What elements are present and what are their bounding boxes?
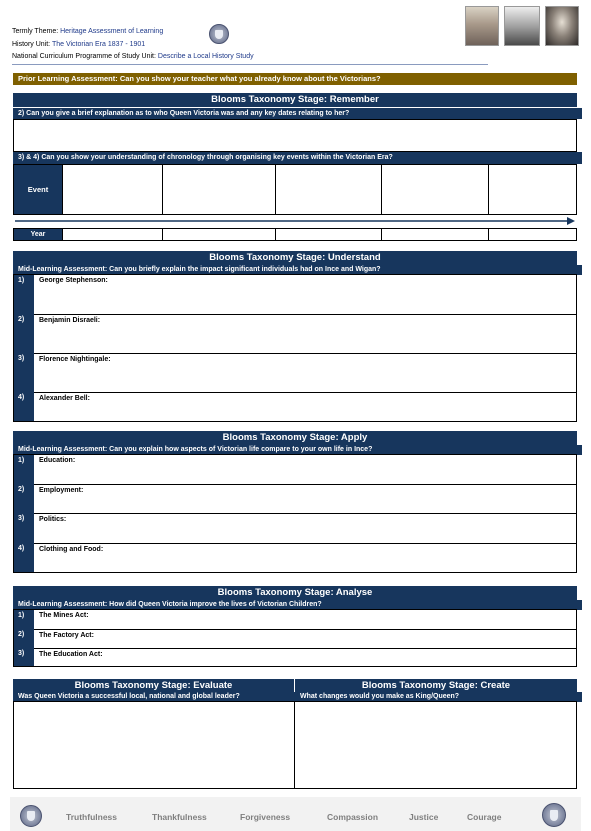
year-cell-1[interactable] bbox=[62, 229, 162, 240]
create-stage-header: Blooms Taxonomy Stage: Create bbox=[295, 679, 577, 693]
understand-row-2[interactable]: Benjamin Disraeli: bbox=[34, 314, 576, 353]
apply-question: Mid-Learning Assessment: Can you explain how aspects of Victorian life compare to your own life in Ince? bbox=[13, 445, 582, 455]
understand-row-1[interactable]: 1) George Stephenson: bbox=[18, 277, 108, 284]
school-crest-icon bbox=[209, 24, 229, 44]
year-cell-5[interactable] bbox=[488, 229, 576, 240]
timeline-event-row bbox=[13, 164, 577, 215]
event-cell-4[interactable] bbox=[381, 165, 488, 214]
understand-row-4[interactable]: Alexander Bell: bbox=[34, 392, 576, 421]
footer-crest-left-icon bbox=[20, 805, 42, 827]
apply-row-3[interactable]: Politics: bbox=[34, 513, 576, 543]
apply-table: Education: 1) Employment: 2) Politics: 3) Clothing and Food: 4) bbox=[13, 454, 577, 573]
queen-victoria-photo bbox=[545, 6, 579, 46]
remember-question-2: 2) Can you give a brief explanation as to who Queen Victoria was and any key dates relating to her? bbox=[13, 108, 582, 119]
apply-stage-header: Blooms Taxonomy Stage: Apply bbox=[13, 431, 577, 445]
apply-row-2[interactable]: Employment: bbox=[34, 484, 576, 513]
year-cell-3[interactable] bbox=[275, 229, 381, 240]
understand-question: Mid-Learning Assessment: Can you briefly explain the impact significant individuals had on Ince and Wigan? bbox=[13, 265, 582, 275]
value-forgiveness: Forgiveness bbox=[240, 812, 291, 822]
event-cell-3[interactable] bbox=[275, 165, 381, 214]
timeline-arrow bbox=[13, 214, 577, 228]
prior-learning-bar: Prior Learning Assessment: Can you show your teacher what you already know about the Victorians? bbox=[13, 73, 577, 85]
understand-table: 1) George Stephenson: Benjamin Disraeli: 2) Florence Nightingale: 3) Alexander Bell: 4) bbox=[13, 274, 577, 422]
curriculum-unit: National Curriculum Programme of Study Unit: Describe a Local History Study bbox=[12, 53, 254, 60]
year-label-cell: Year bbox=[14, 229, 62, 240]
history-unit: History Unit: The Victorian Era 1837 - 1901 bbox=[12, 41, 146, 48]
evaluate-stage-header: Blooms Taxonomy Stage: Evaluate bbox=[13, 679, 294, 693]
header-rule bbox=[12, 64, 488, 65]
timeline-year-row bbox=[13, 228, 577, 241]
event-label-cell: Event bbox=[14, 165, 62, 214]
event-cell-1[interactable] bbox=[62, 165, 162, 214]
understand-stage-header: Blooms Taxonomy Stage: Understand bbox=[13, 251, 577, 265]
create-question: What changes would you make as King/Queen? bbox=[295, 692, 582, 702]
analyse-row-1[interactable]: The Mines Act: bbox=[39, 612, 89, 619]
event-cell-2[interactable] bbox=[162, 165, 275, 214]
analyse-row-3[interactable]: The Education Act: bbox=[34, 648, 576, 666]
value-truthfulness: Truthfulness bbox=[66, 812, 118, 822]
event-cell-5[interactable] bbox=[488, 165, 576, 214]
year-cell-2[interactable] bbox=[162, 229, 275, 240]
year-cell-4[interactable] bbox=[381, 229, 488, 240]
create-answer-box[interactable] bbox=[294, 701, 577, 789]
remember-stage-header: Blooms Taxonomy Stage: Remember bbox=[13, 93, 577, 107]
analyse-question: Mid-Learning Assessment: How did Queen Victoria improve the lives of Victorian Children? bbox=[13, 600, 582, 610]
value-compassion: Compassion bbox=[327, 812, 379, 822]
pithead-photo bbox=[504, 6, 540, 46]
remember-question-3: 3) & 4) Can you show your understanding of chronology through organising key events within the Victorian Era? bbox=[13, 152, 582, 164]
analyse-row-2[interactable]: The Factory Act: bbox=[34, 629, 576, 648]
apply-row-1[interactable]: Education: bbox=[39, 457, 76, 464]
apply-row-4[interactable]: Clothing and Food: bbox=[34, 543, 576, 572]
value-thankfulness: Thankfulness bbox=[152, 812, 207, 822]
value-justice: Justice bbox=[409, 812, 439, 822]
analyse-table: The Mines Act: 1) The Factory Act: 2) The Education Act: 3) bbox=[13, 609, 577, 667]
value-courage: Courage bbox=[467, 812, 502, 822]
apply-number-column bbox=[14, 455, 34, 572]
understand-row-3[interactable]: Florence Nightingale: bbox=[34, 353, 576, 392]
clock-tower-photo bbox=[465, 6, 499, 46]
footer-crest-right-icon bbox=[542, 803, 566, 827]
evaluate-answer-box[interactable] bbox=[13, 701, 295, 789]
remember-answer-box[interactable] bbox=[13, 119, 577, 152]
termly-theme: Termly Theme: Heritage Assessment of Learning bbox=[12, 28, 164, 35]
evaluate-question: Was Queen Victoria a successful local, national and global leader? bbox=[13, 692, 299, 702]
analyse-stage-header: Blooms Taxonomy Stage: Analyse bbox=[13, 586, 577, 600]
